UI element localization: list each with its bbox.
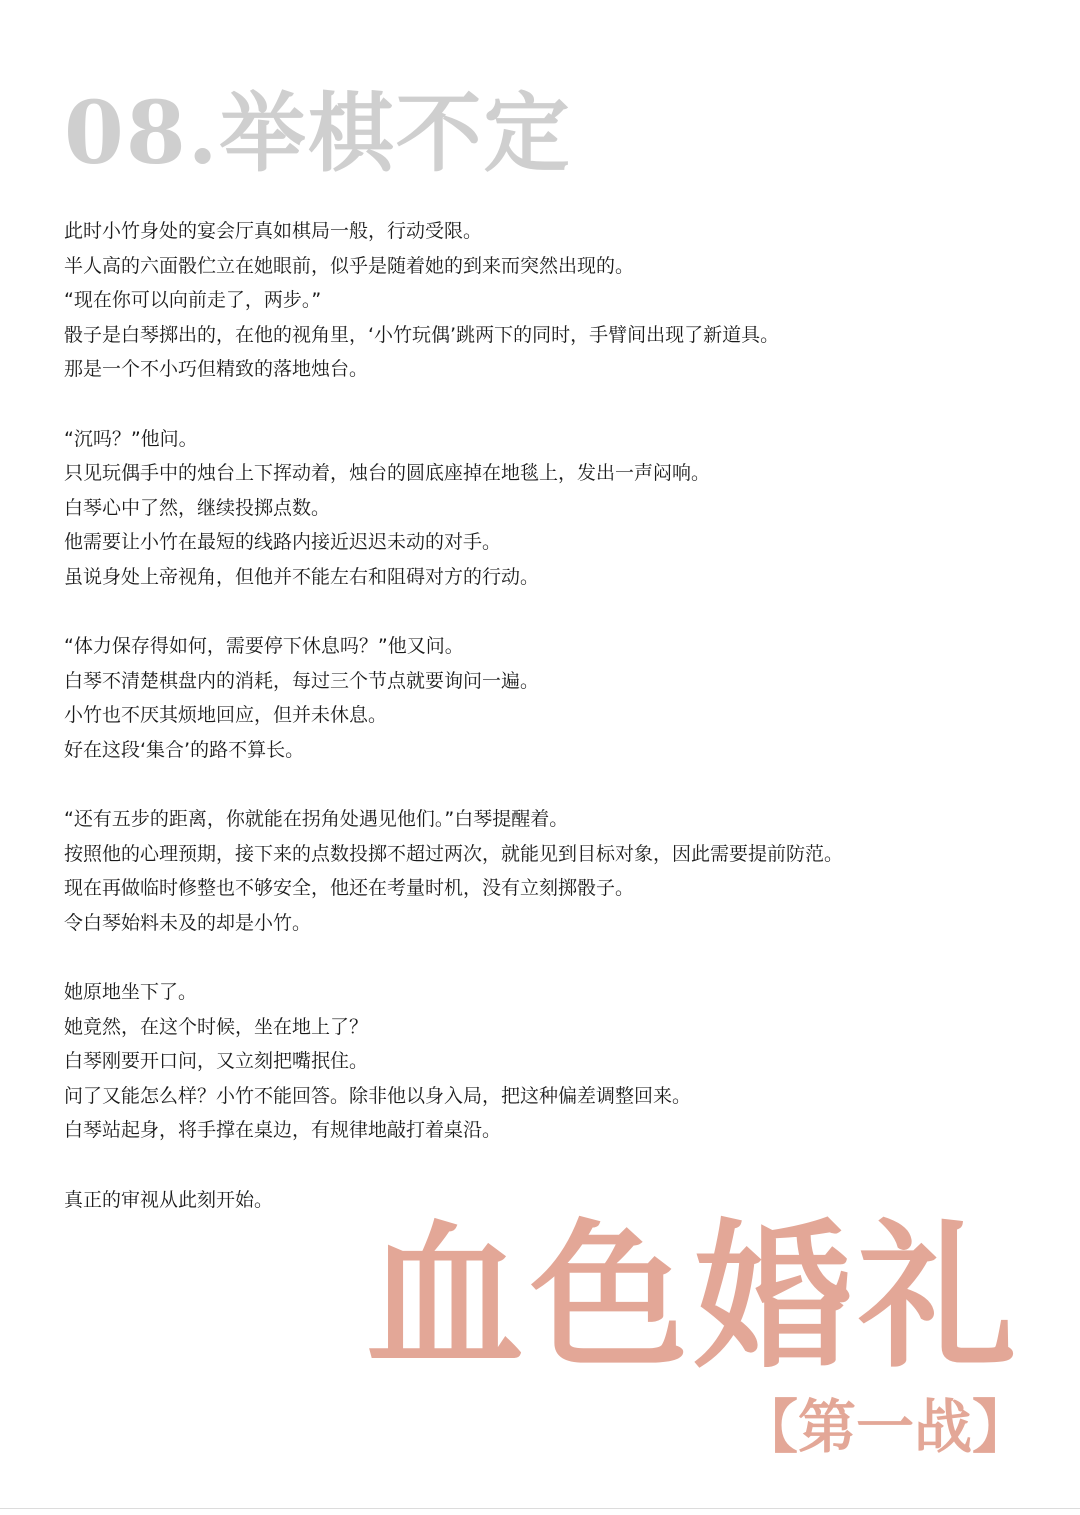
text-line: 白琴站起身，将手撑在桌边，有规律地敲打着桌沿。	[64, 1119, 502, 1142]
paragraph	[64, 629, 1024, 767]
text-line: 他需要让小竹在最短的线路内接近迟迟未动的对手。	[64, 531, 502, 554]
text-line: 此时小竹身处的宴会厅真如棋局一般，行动受限。	[64, 220, 483, 242]
text-line: “现在你可以向前走了，两步。”	[64, 289, 322, 312]
paragraph-gap	[64, 940, 1024, 975]
text-line: 半人高的六面骰伫立在她眼前，似乎是随着她的到来而突然出现的。	[64, 254, 635, 277]
text-line: 好在这段‘集合’的路不算长。	[64, 738, 305, 761]
text-line: 那是一个不小巧但精致的落地烛台。	[64, 358, 369, 381]
book-title: 血色婚礼	[366, 1205, 1022, 1390]
text-line: 小竹也不厌其烦地回应，但并未休息。	[64, 704, 388, 727]
text-line: 白琴不清楚棋盘内的消耗，每过三个节点就要询问一遍。	[64, 669, 540, 692]
text-line: 白琴刚要开口问，又立刻把嘴抿住。	[64, 1050, 369, 1073]
bottom-divider	[0, 1508, 1080, 1509]
paragraph	[64, 975, 1024, 1148]
paragraph	[64, 802, 1024, 940]
text-line: 她原地坐下了。	[64, 981, 198, 1004]
paragraph-gap	[64, 387, 1024, 422]
text-line: “沉吗？”他问。	[64, 427, 198, 450]
text-line: 虽说身处上帝视角，但他并不能左右和阻碍对方的行动。	[64, 565, 540, 588]
text-line: 只见玩偶手中的烛台上下挥动着，烛台的圆底座掉在地毯上，发出一声闷响。	[64, 462, 711, 485]
text-line: 问了又能怎么样？小竹不能回答。除非他以身入局，把这种偏差调整回来。	[64, 1084, 692, 1107]
chapter-title: 08.举棋不定	[64, 83, 572, 184]
book-subtitle: 【第一战】	[739, 1393, 1030, 1461]
text-line: 按照他的心理预期，接下来的点数投掷不超过两次，就能见到目标对象，因此需要提前防范。	[64, 842, 844, 865]
paragraph-gap	[64, 1148, 1024, 1183]
paragraph	[64, 214, 1024, 387]
text-line: 现在再做临时修整也不够安全，他还在考量时机，没有立刻掷骰子。	[64, 877, 635, 900]
text-line: 她竟然，在这个时候，坐在地上了？	[64, 1015, 369, 1038]
text-line: 真正的审视从此刻开始。	[64, 1188, 274, 1211]
story-text	[64, 214, 1024, 1217]
paragraph	[64, 422, 1024, 595]
paragraph-gap	[64, 768, 1024, 803]
text-line: 白琴心中了然，继续投掷点数。	[64, 496, 331, 519]
text-line: 骰子是白琴掷出的，在他的视角里，‘小竹玩偶’跳两下的同时，手臂间出现了新道具。	[64, 323, 780, 346]
text-line: “还有五步的距离，你就能在拐角处遇见他们。”白琴提醒着。	[64, 808, 569, 831]
text-line: 令白琴始料未及的却是小竹。	[64, 911, 312, 934]
paragraph-gap	[64, 595, 1024, 630]
text-line: “体力保存得如何，需要停下休息吗？”他又问。	[64, 635, 464, 658]
